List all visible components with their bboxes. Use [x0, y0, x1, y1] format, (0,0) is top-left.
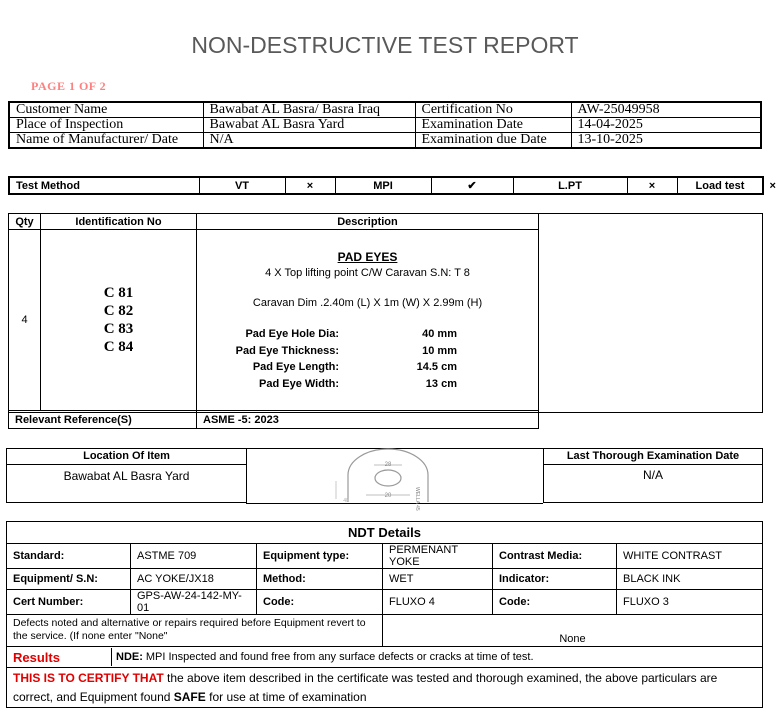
spec-label: Pad Eye Width: [259, 377, 339, 390]
location-box [6, 448, 247, 503]
dim-mid: 20 [384, 493, 392, 499]
spec-value: 14.5 cm [416, 361, 457, 373]
ref-value: ASME -5: 2023 [197, 411, 539, 429]
dim-side: WELLA 45 [414, 487, 420, 511]
spec-row [203, 359, 532, 376]
dim-top: 28 [384, 462, 392, 468]
certify-row [7, 668, 763, 708]
spec-value: 40 mm [422, 328, 457, 340]
certify-text: the above item described in the certificate was tested and thorough examined, the above particulars are correct, and Equipment found [13, 670, 718, 704]
report-title: NON-DESTRUCTIVE TEST REPORT [191, 32, 579, 58]
id-item: C 83 [103, 321, 134, 337]
indicator-label: Indicator: [493, 569, 617, 590]
cert-number-label: Cert Number: [7, 590, 131, 615]
code-value-1: FLUXO 4 [383, 590, 493, 615]
spec-value: 13 cm [425, 377, 457, 390]
certify-end: for use at time of examination [205, 689, 367, 704]
due-date-label: Examination due Date [415, 133, 571, 149]
spec-list [203, 326, 532, 392]
contrast-media-label: Contrast Media: [493, 544, 617, 569]
location-value: Bawabat AL Basra Yard [63, 469, 190, 483]
id-item: C 82 [103, 303, 134, 319]
spec-row [203, 343, 532, 360]
qty-value: 4 [9, 230, 41, 411]
customer-label: Customer Name [9, 102, 203, 118]
exam-date-value: 14-04-2025 [571, 118, 761, 133]
items-table [8, 213, 539, 429]
standard-value: ASTME 709 [131, 544, 257, 569]
defects-label: Defects noted and alternative or repairs required before Equipment revert to the service. (If none enter "None" [7, 615, 383, 647]
description-cell [197, 230, 539, 411]
ndt-title: NDT Details [7, 522, 763, 544]
test-method-label: Test Method [9, 177, 199, 194]
exam-date-label: Examination Date [415, 118, 571, 133]
test-method-table: Test Method VT × MPI ✔ L.PT × Load test × [8, 176, 764, 195]
last-exam-value: N/A [642, 468, 663, 482]
code-label-1: Code: [257, 590, 383, 615]
ref-label: Relevant Reference(S) [9, 411, 197, 429]
place-value: Bawabat AL Basra Yard [203, 118, 415, 133]
page-label: PAGE 1 OF 2 [31, 79, 107, 93]
id-list [41, 230, 197, 411]
manufacturer-value: N/A [203, 133, 415, 149]
id-header: Identification No [41, 214, 197, 230]
contrast-media-value: WHITE CONTRAST [617, 544, 763, 569]
method-load: Load test [677, 177, 763, 194]
pad-eye-diagram-icon [246, 449, 543, 511]
code-label-2: Code: [493, 590, 617, 615]
method-value: WET [383, 569, 493, 590]
location-label: Location Of Item [7, 449, 246, 465]
equipment-type-value: PERMENANT YOKE [383, 544, 493, 569]
equipment-type-label: Equipment type: [257, 544, 383, 569]
equipment-sn-value: AC YOKE/JX18 [131, 569, 257, 590]
desc-line1: 4 X Top lifting point C/W Caravan S.N: T 8 [265, 267, 470, 279]
due-date-value: 13-10-2025 [571, 133, 761, 149]
info-table [8, 101, 762, 149]
equipment-sn-label: Equipment/ S.N: [7, 569, 131, 590]
desc-title: PAD EYES [337, 250, 398, 264]
code-value-2: FLUXO 3 [617, 590, 763, 615]
spec-value: 10 mm [422, 344, 457, 357]
pad-eye-drawing [246, 448, 543, 511]
defects-value: None [383, 615, 763, 647]
spec-label: Pad Eye Thickness: [235, 344, 339, 357]
ndt-table [6, 521, 763, 708]
dim-bottom: 40 [343, 498, 349, 504]
method-lpt: L.PT [513, 177, 627, 194]
cert-label: Certification No [415, 102, 571, 118]
last-exam-label: Last Thorough Examination Date [544, 449, 762, 465]
spec-label: Pad Eye Length: [252, 361, 339, 373]
results-row [7, 647, 763, 668]
standard-label: Standard: [7, 544, 131, 569]
method-vt-mark: × [285, 177, 335, 194]
method-vt: VT [199, 177, 285, 194]
last-exam-box [543, 448, 763, 503]
qty-header: Qty [9, 214, 41, 230]
id-item: C 81 [103, 285, 134, 301]
desc-line2: Caravan Dim .2.40m (L) X 1m (W) X 2.99m (H) [252, 297, 483, 309]
results-label: Results [7, 648, 112, 666]
certify-red: THIS IS TO CERTIFY THAT [13, 670, 164, 685]
spec-label: Pad Eye Hole Dia: [245, 328, 339, 340]
method-lpt-mark: × [627, 177, 677, 194]
method-mpi-mark: ✔ [431, 177, 513, 194]
indicator-value: BLACK INK [617, 569, 763, 590]
manufacturer-label: Name of Manufacturer/ Date [9, 133, 203, 149]
certify-safe: SAFE [173, 689, 206, 704]
method-label: Method: [257, 569, 383, 590]
cert-value: AW-25049958 [571, 102, 761, 118]
desc-header: Description [197, 214, 539, 230]
nde-label: NDE: [116, 651, 143, 663]
place-label: Place of Inspection [9, 118, 203, 133]
customer-value: Bawabat AL Basra/ Basra Iraq [203, 102, 415, 118]
nde-value: MPI Inspected and found free from any surface defects or cracks at time of test. [145, 651, 534, 663]
id-item: C 84 [103, 339, 134, 355]
cert-number-value: GPS-AW-24-142-MY-01 [131, 590, 257, 615]
spec-row [203, 376, 532, 393]
spec-row [203, 326, 532, 343]
method-mpi: MPI [335, 177, 431, 194]
